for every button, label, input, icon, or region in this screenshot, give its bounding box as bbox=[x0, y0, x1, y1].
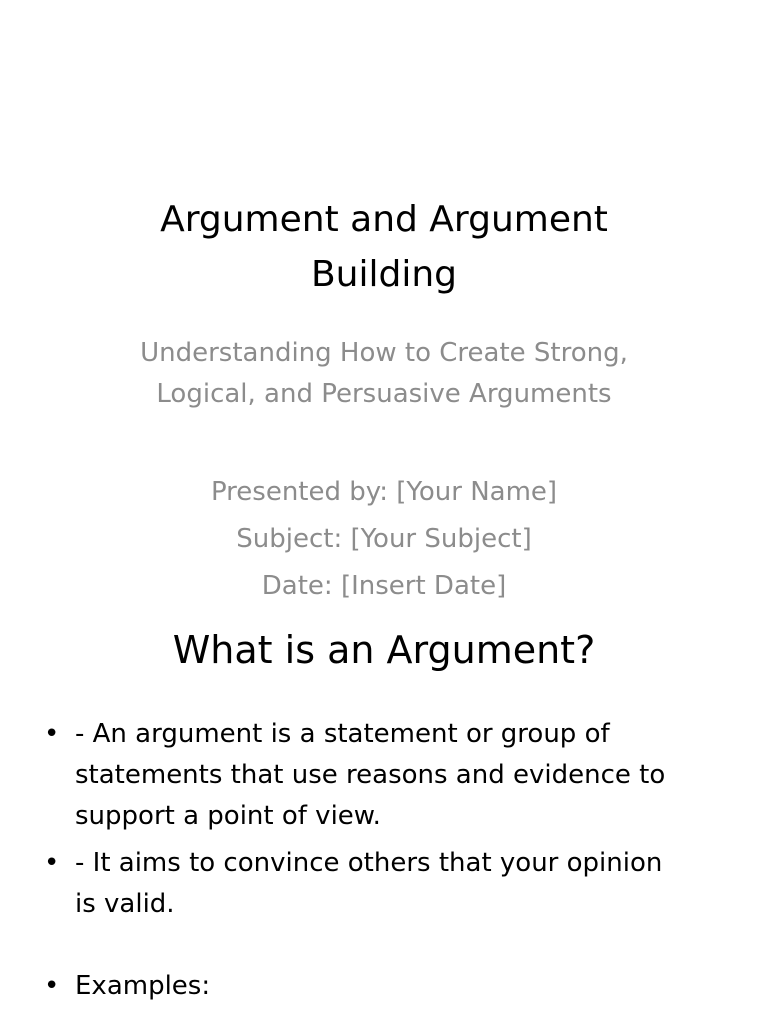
bullet-item bbox=[0, 714, 768, 837]
bullet-line: statements that use reasons and evidence to bbox=[75, 760, 666, 790]
title-line: Building bbox=[310, 254, 458, 295]
bullet-icon: • bbox=[44, 971, 60, 1001]
date-line: Date: [Insert Date] bbox=[261, 571, 507, 601]
bullet-item bbox=[0, 843, 768, 925]
bullet-spacer bbox=[0, 925, 768, 960]
subtitle-line: Logical, and Persuasive Arguments bbox=[156, 379, 612, 409]
slide-title: What is an Argument? bbox=[172, 628, 596, 672]
presenter-line: Presented by: [Your Name] bbox=[210, 477, 558, 507]
presentation-title bbox=[0, 192, 768, 302]
bullet-item bbox=[0, 966, 768, 1007]
bullet-line: support a point of view. bbox=[75, 801, 381, 831]
bullet-line: - It aims to convince others that your opinion bbox=[75, 848, 663, 878]
bullet-line: - An argument is a statement or group of bbox=[75, 719, 610, 749]
bullet-line: is valid. bbox=[75, 889, 175, 919]
subtitle-line: Understanding How to Create Strong, bbox=[140, 338, 628, 368]
bullet-list bbox=[0, 714, 768, 1007]
content-slide bbox=[0, 584, 768, 1024]
bullet-icon: • bbox=[44, 719, 60, 749]
bullet-line: Examples: bbox=[75, 971, 211, 1001]
bullet-icon: • bbox=[44, 848, 60, 878]
title-line: Argument and Argument bbox=[160, 199, 608, 240]
subject-line: Subject: [Your Subject] bbox=[236, 524, 532, 554]
presentation-subtitle bbox=[0, 333, 768, 415]
